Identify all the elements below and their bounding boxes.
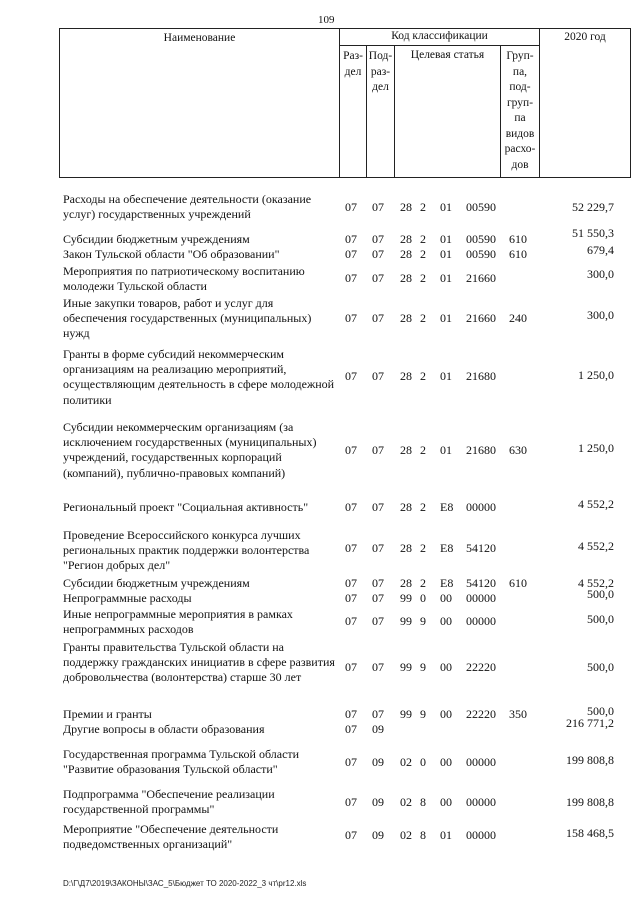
row-name: Непрограммные расходы [63, 591, 192, 605]
row-name: Гранты правительства Тульской области на поддержку гражданских инициатив в сфере развития добровольчества (волонтерства) старше 30 лет [63, 640, 335, 685]
row-program: 28 [400, 541, 412, 555]
row-subprogram: 2 [420, 369, 426, 383]
row-razdel: 07 [345, 707, 357, 721]
table-row [0, 747, 640, 779]
header-celevaya-cell [394, 46, 500, 177]
row-amount: 500,0 [587, 612, 614, 626]
row-program: 99 [400, 707, 412, 721]
row-direction: 22220 [466, 707, 496, 721]
header-razdel-1: Раз- [343, 50, 363, 62]
row-event: E8 [440, 500, 454, 514]
file-path-footer: D:\Г\Д7\2019\ЗАКОНЫ\ЗАС_5\Бюджет ТО 2020-2022_3 чт\pr12.xls [63, 879, 307, 888]
row-program: 28 [400, 369, 412, 383]
table-row [0, 716, 640, 738]
row-name: Подпрограмма "Обеспечение реализации государственной программы" [63, 787, 275, 817]
row-subprogram: 2 [420, 443, 426, 457]
row-razdel: 07 [345, 576, 357, 590]
row-program: 28 [400, 500, 412, 514]
row-subprogram: 2 [420, 541, 426, 555]
row-razdel: 07 [345, 541, 357, 555]
row-amount: 199 808,8 [566, 753, 614, 767]
header-vid-4: груп- [506, 96, 534, 109]
row-razdel: 07 [345, 443, 357, 457]
row-event: 01 [440, 828, 452, 842]
row-name: Проведение Всероссийского конкурса лучших региональных практик поддержки волонтерства "Регион добрых дел" [63, 528, 310, 573]
row-program: 28 [400, 443, 412, 457]
row-program: 02 [400, 755, 412, 769]
page-number: 109 [318, 14, 335, 26]
row-subprogram: 0 [420, 591, 426, 605]
row-program: 99 [400, 660, 412, 674]
row-name: Премии и гранты [63, 707, 152, 721]
row-podrazdel: 07 [372, 311, 384, 325]
row-name: Гранты в форме субсидий некоммерческим организациям на реализацию мероприятий, осуществляющим деятельность в сфере молодежной политики [63, 347, 335, 407]
row-program: 28 [400, 232, 412, 246]
table-row [0, 822, 640, 854]
row-subprogram: 9 [420, 660, 426, 674]
header-vid-3: под- [509, 81, 531, 93]
row-razdel: 07 [345, 755, 357, 769]
row-amount: 4 552,2 [578, 497, 614, 511]
row-name: Расходы на обеспечение деятельности (оказание услуг) государственных учреждений [63, 192, 312, 222]
header-podrazdel-1: Под- [368, 50, 393, 62]
table-row [0, 587, 640, 607]
row-amount: 199 808,8 [566, 795, 614, 809]
row-program: 28 [400, 200, 412, 214]
header-vid-cell [500, 46, 539, 177]
row-amount: 500,0 [587, 704, 614, 718]
header-code: Код классификации [391, 30, 488, 42]
row-podrazdel: 07 [372, 232, 384, 246]
row-name: Региональный проект "Социальная активность" [63, 500, 309, 514]
row-event: 00 [440, 591, 452, 605]
table-header [59, 28, 631, 178]
header-podrazdel-cell [366, 46, 394, 177]
row-direction: 00000 [466, 591, 496, 605]
row-subprogram: 2 [420, 576, 426, 590]
table-row [0, 226, 640, 248]
header-code-cell [339, 29, 539, 45]
row-amount: 679,4 [587, 243, 614, 257]
row-razdel: 07 [345, 500, 357, 514]
table-row [0, 497, 640, 516]
row-subprogram: 2 [420, 500, 426, 514]
row-podrazdel: 09 [372, 755, 384, 769]
row-event: E8 [440, 576, 454, 590]
row-podrazdel: 07 [372, 541, 384, 555]
row-event: 01 [440, 232, 452, 246]
row-amount: 300,0 [587, 308, 614, 322]
header-vid-8: дов [511, 158, 529, 171]
row-razdel: 07 [345, 828, 357, 842]
row-subprogram: 8 [420, 795, 426, 809]
table-row [0, 264, 640, 296]
row-program: 28 [400, 311, 412, 325]
row-amount: 1 250,0 [578, 441, 614, 455]
table-row [0, 528, 640, 576]
row-direction: 21680 [466, 369, 496, 383]
table-row [0, 640, 640, 704]
row-subprogram: 2 [420, 200, 426, 214]
row-amount: 1 250,0 [578, 368, 614, 382]
header-celevaya: Целевая статья [410, 49, 485, 61]
table-row [0, 787, 640, 819]
row-subprogram: 2 [420, 247, 426, 261]
table-row [0, 420, 640, 484]
row-subprogram: 2 [420, 271, 426, 285]
row-amount: 300,0 [587, 267, 614, 281]
row-event: 01 [440, 369, 452, 383]
row-podrazdel: 07 [372, 576, 384, 590]
table-row [0, 347, 640, 411]
row-subprogram: 9 [420, 707, 426, 721]
row-vid: 610 [509, 576, 527, 590]
row-amount: 4 552,2 [578, 576, 614, 590]
row-direction: 22220 [466, 660, 496, 674]
header-year: 2020 год [564, 31, 606, 43]
row-amount: 51 550,3 [572, 226, 614, 240]
row-subprogram: 0 [420, 755, 426, 769]
row-direction: 00590 [466, 247, 496, 261]
header-podrazdel-2: раз- [370, 65, 391, 78]
row-event: 01 [440, 247, 452, 261]
row-name: Субсидии бюджетным учреждениям [63, 576, 250, 590]
table-row [0, 296, 640, 344]
row-program: 28 [400, 271, 412, 285]
row-subprogram: 8 [420, 828, 426, 842]
row-direction: 21660 [466, 271, 496, 285]
row-podrazdel: 09 [372, 795, 384, 809]
row-event: 01 [440, 443, 452, 457]
row-name: Мероприятие "Обеспечение деятельности подведомственных организаций" [63, 822, 279, 852]
row-podrazdel: 09 [372, 722, 384, 736]
row-name: Субсидии некоммерческим организациям (за исключением государственных (муниципальных) учреждений, государственных корпораций (компаний), публично-правовых компаний) [63, 420, 317, 480]
row-direction: 21660 [466, 311, 496, 325]
row-name: Закон Тульской области "Об образовании" [63, 247, 280, 261]
table-row [0, 192, 640, 224]
row-podrazdel: 09 [372, 828, 384, 842]
row-podrazdel: 07 [372, 614, 384, 628]
row-direction: 00590 [466, 200, 496, 214]
row-vid: 610 [509, 232, 527, 246]
row-amount: 500,0 [587, 587, 614, 601]
row-amount: 4 552,2 [578, 539, 614, 553]
row-razdel: 07 [345, 591, 357, 605]
row-amount: 500,0 [587, 660, 614, 674]
row-direction: 21680 [466, 443, 496, 457]
row-direction: 00000 [466, 755, 496, 769]
row-direction: 00000 [466, 795, 496, 809]
row-direction: 00590 [466, 232, 496, 246]
row-amount: 216 771,2 [566, 716, 614, 730]
header-vid-5: па [514, 112, 526, 124]
row-event: 00 [440, 660, 452, 674]
row-event: 01 [440, 311, 452, 325]
table-row [0, 607, 640, 639]
row-podrazdel: 07 [372, 369, 384, 383]
row-name: Другие вопросы в области образования [63, 722, 265, 736]
header-vid-7: расхо- [504, 143, 536, 155]
row-program: 99 [400, 591, 412, 605]
row-event: 00 [440, 755, 452, 769]
header-razdel-2: дел [344, 65, 362, 78]
row-amount: 52 229,7 [572, 200, 614, 214]
row-podrazdel: 07 [372, 443, 384, 457]
row-name: Иные закупки товаров, работ и услуг для обеспечения государственных (муниципальных) нужд [63, 296, 312, 341]
row-vid: 350 [509, 707, 527, 721]
row-direction: 00000 [466, 614, 496, 628]
row-amount: 158 468,5 [566, 826, 614, 840]
row-podrazdel: 07 [372, 660, 384, 674]
row-vid: 630 [509, 443, 527, 457]
row-razdel: 07 [345, 795, 357, 809]
row-podrazdel: 07 [372, 500, 384, 514]
row-vid: 610 [509, 247, 527, 261]
header-vid-2: па, [512, 65, 528, 78]
row-razdel: 07 [345, 614, 357, 628]
row-direction: 00000 [466, 828, 496, 842]
row-podrazdel: 07 [372, 247, 384, 261]
row-name: Иные непрограммные мероприятия в рамках непрограммных расходов [63, 607, 293, 637]
header-podrazdel-3: дел [372, 81, 389, 93]
table-row [0, 243, 640, 263]
row-razdel: 07 [345, 369, 357, 383]
row-razdel: 07 [345, 271, 357, 285]
header-name-cell [60, 29, 339, 177]
row-razdel: 07 [345, 660, 357, 674]
row-subprogram: 9 [420, 614, 426, 628]
header-razdel-cell [339, 46, 366, 177]
row-podrazdel: 07 [372, 707, 384, 721]
row-razdel: 07 [345, 200, 357, 214]
row-direction: 00000 [466, 500, 496, 514]
row-razdel: 07 [345, 232, 357, 246]
row-program: 99 [400, 614, 412, 628]
row-direction: 54120 [466, 541, 496, 555]
row-podrazdel: 07 [372, 271, 384, 285]
row-program: 28 [400, 576, 412, 590]
header-vid-1: Груп- [506, 50, 534, 62]
row-name: Государственная программа Тульской области "Развитие образования Тульской области" [63, 747, 300, 777]
row-razdel: 07 [345, 722, 357, 736]
row-event: 00 [440, 614, 452, 628]
row-podrazdel: 07 [372, 591, 384, 605]
header-name: Наименование [163, 32, 236, 44]
row-subprogram: 2 [420, 232, 426, 246]
header-year-cell [539, 29, 630, 177]
row-razdel: 07 [345, 311, 357, 325]
row-event: 00 [440, 795, 452, 809]
row-event: E8 [440, 541, 454, 555]
row-name: Мероприятия по патриотическому воспитанию молодежи Тульской области [63, 264, 305, 294]
table-row [0, 704, 640, 723]
row-event: 00 [440, 707, 452, 721]
row-program: 02 [400, 795, 412, 809]
row-vid: 240 [509, 311, 527, 325]
row-program: 28 [400, 247, 412, 261]
row-event: 01 [440, 271, 452, 285]
row-event: 01 [440, 200, 452, 214]
row-program: 02 [400, 828, 412, 842]
row-direction: 54120 [466, 576, 496, 590]
row-razdel: 07 [345, 247, 357, 261]
table-row [0, 576, 640, 592]
row-podrazdel: 07 [372, 200, 384, 214]
header-vid-6: видов [505, 127, 535, 140]
row-name: Субсидии бюджетным учреждениям [63, 232, 250, 246]
row-subprogram: 2 [420, 311, 426, 325]
